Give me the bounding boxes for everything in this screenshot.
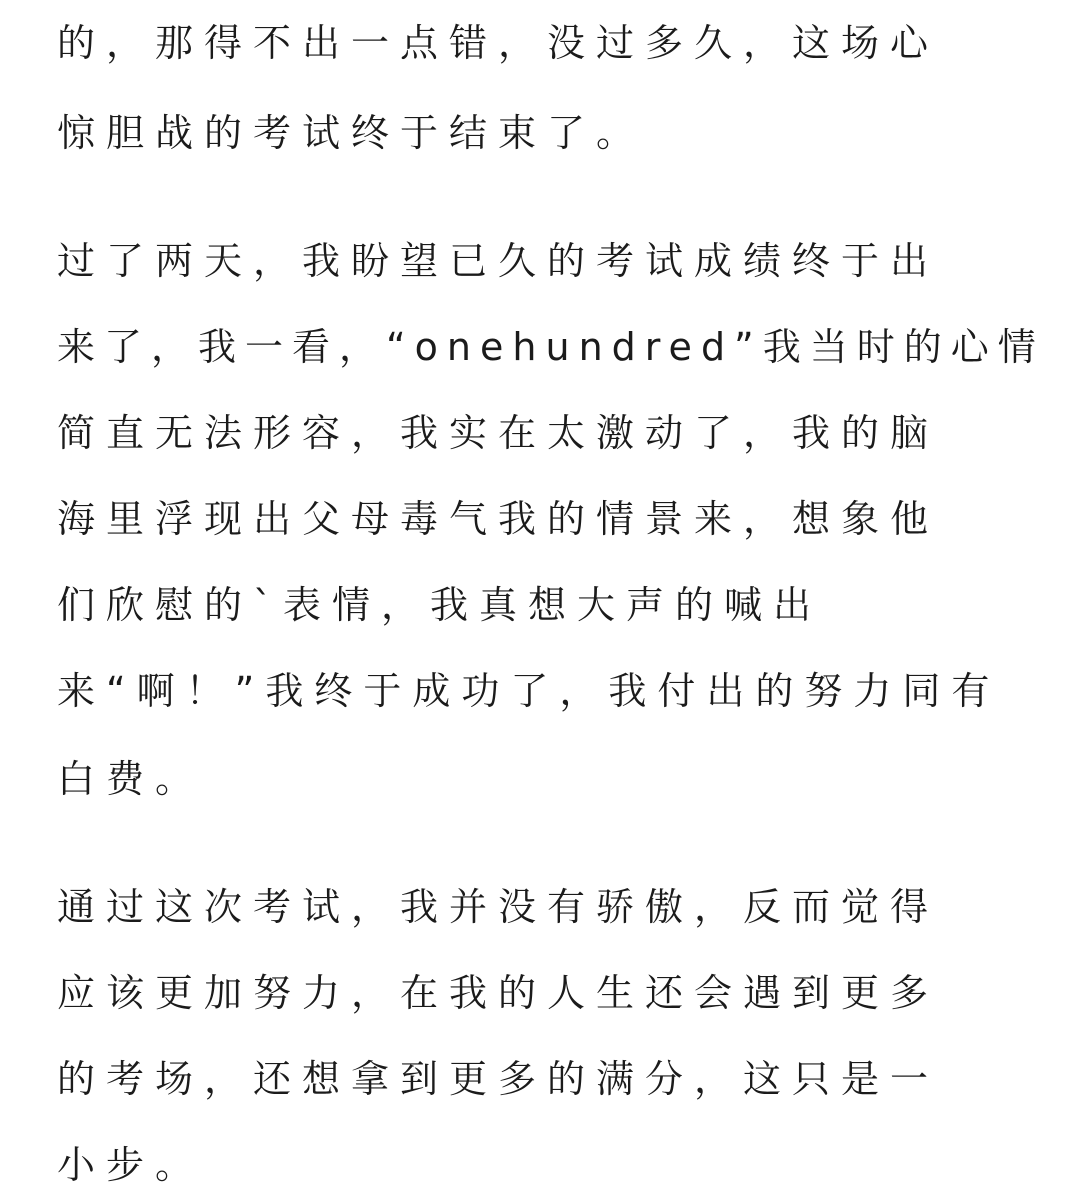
- text-line: 简直无法形容，我实在太激动了，我的脑: [57, 411, 940, 455]
- text-line: 的，那得不出一点错，没过多久，这场心: [57, 21, 940, 65]
- text-line: 海里浮现出父母毒气我的情景来，想象他: [57, 497, 940, 541]
- text-line: 惊胆战的考试终于结束了。: [57, 111, 646, 155]
- text-line: 应该更加努力，在我的人生还会遇到更多: [57, 971, 940, 1015]
- text-line: 小步。: [57, 1143, 205, 1187]
- text-line: 们欣慰的`表情，我真想大声的喊出: [57, 583, 823, 627]
- text-line: 的考场，还想拿到更多的满分，这只是一: [57, 1057, 940, 1101]
- text-line: 白费。: [57, 757, 205, 801]
- text-line: 通过这次考试，我并没有骄傲，反而觉得: [57, 885, 940, 929]
- text-line: 来了，我一看，“onehundred”我当时的心情: [57, 325, 1045, 369]
- text-line: 过了两天，我盼望已久的考试成绩终于出: [57, 239, 940, 283]
- text-line: 来“啊！”我终于成功了，我付出的努力同有: [57, 669, 1001, 713]
